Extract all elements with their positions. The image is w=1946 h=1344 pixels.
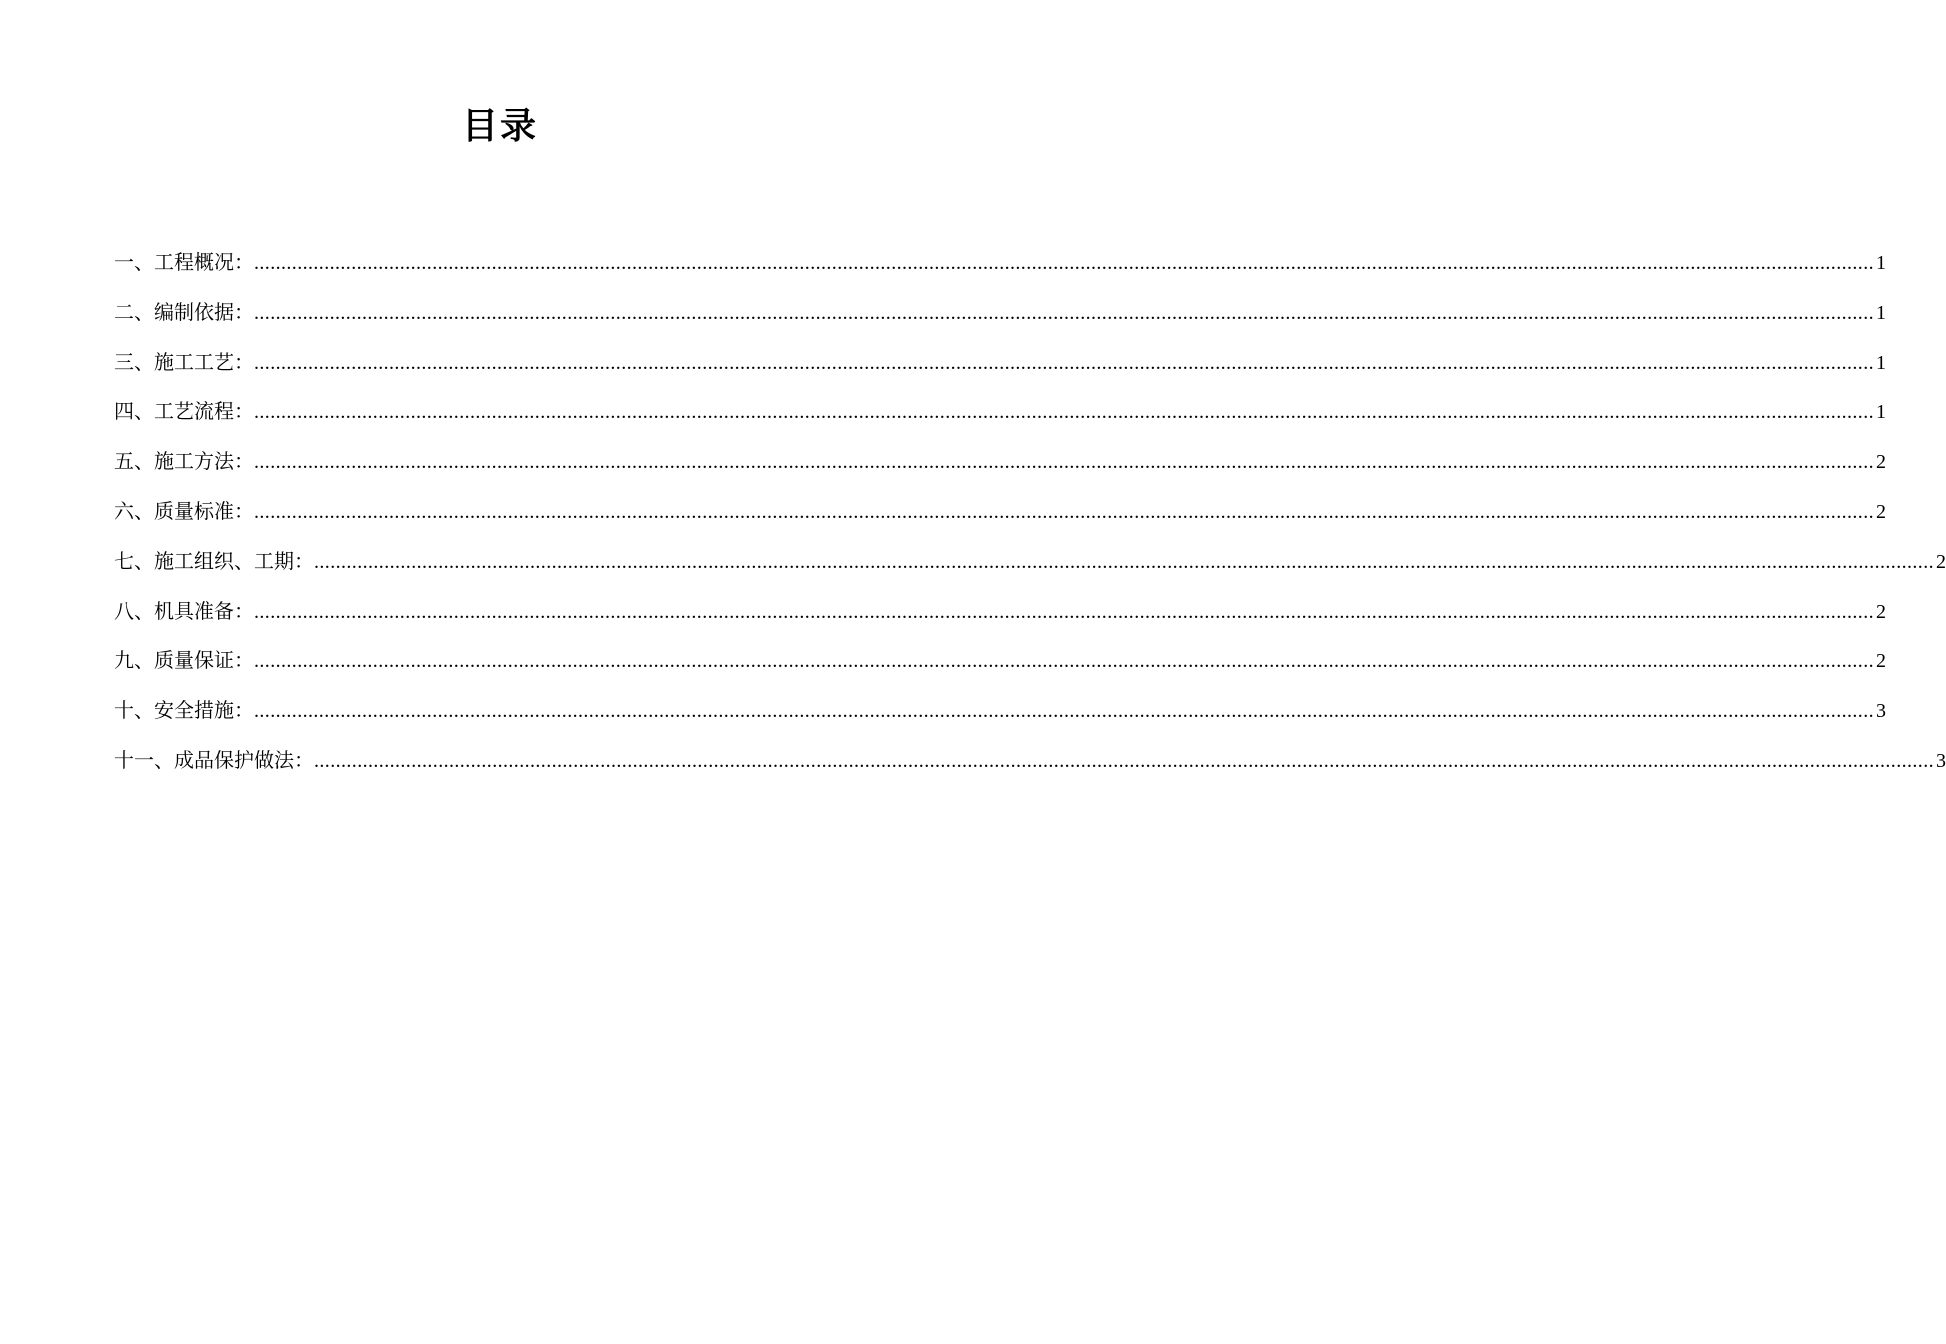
toc-dot-leader: ............................................................................................................................................................................................................................................................................................................	[254, 451, 1874, 474]
toc-entry-page: 2	[1936, 550, 1946, 573]
toc-entry-page: 2	[1876, 500, 1886, 523]
toc-entry-page: 1	[1876, 301, 1886, 324]
toc-entry-page: 2	[1876, 451, 1886, 474]
toc-entry-page: 2	[1876, 600, 1886, 623]
toc-entry-page: 3	[1936, 749, 1946, 772]
toc-dot-leader: ............................................................................................................................................................................................................................................................................................................	[254, 700, 1874, 723]
toc-entry-label: 七、施工组织、工期：	[114, 548, 314, 573]
toc-dot-leader: ............................................................................................................................................................................................................................................................................................................	[254, 500, 1874, 523]
toc-dot-leader: ............................................................................................................................................................................................................................................................................................................	[314, 550, 1934, 573]
toc-entry-label: 四、工艺流程：	[114, 399, 254, 424]
toc-entry-label: 二、编制依据：	[114, 299, 254, 324]
toc-entry-page: 2	[1876, 650, 1886, 673]
toc-title: 目录	[461, 105, 538, 147]
toc-entry-page: 1	[1876, 351, 1886, 374]
toc-dot-leader: ............................................................................................................................................................................................................................................................................................................	[254, 301, 1874, 324]
toc-list	[114, 238, 1946, 786]
toc-entry[interactable]	[114, 636, 1886, 686]
toc-dot-leader: ............................................................................................................................................................................................................................................................................................................	[254, 351, 1874, 374]
toc-entry[interactable]	[114, 736, 1946, 786]
toc-entry[interactable]	[114, 437, 1886, 487]
toc-entry-page: 3	[1876, 700, 1886, 723]
toc-entry-label: 八、机具准备：	[114, 598, 254, 623]
toc-entry-page: 1	[1876, 252, 1886, 274]
toc-dot-leader: ............................................................................................................................................................................................................................................................................................................	[254, 252, 1874, 274]
toc-entry[interactable]	[114, 686, 1886, 736]
toc-entry[interactable]	[114, 587, 1886, 637]
toc-entry-page: 1	[1876, 401, 1886, 424]
toc-entry[interactable]	[114, 338, 1886, 388]
toc-dot-leader: ............................................................................................................................................................................................................................................................................................................	[254, 600, 1874, 623]
toc-entry[interactable]	[114, 288, 1886, 338]
toc-entry[interactable]	[114, 537, 1946, 587]
toc-entry[interactable]	[114, 387, 1886, 437]
toc-entry[interactable]	[114, 487, 1886, 537]
toc-dot-leader: ............................................................................................................................................................................................................................................................................................................	[314, 749, 1934, 772]
toc-entry-label: 五、施工方法：	[114, 449, 254, 474]
toc-dot-leader: ............................................................................................................................................................................................................................................................................................................	[254, 401, 1874, 424]
toc-entry-label: 一、工程概况：	[114, 250, 254, 274]
toc-entry-label: 六、质量标准：	[114, 498, 254, 523]
toc-entry-label: 三、施工工艺：	[114, 349, 254, 374]
toc-entry-label: 九、质量保证：	[114, 648, 254, 673]
toc-entry[interactable]	[114, 238, 1886, 288]
toc-entry-label: 十、安全措施：	[114, 698, 254, 723]
toc-dot-leader: ............................................................................................................................................................................................................................................................................................................	[254, 650, 1874, 673]
toc-entry-label: 十一、成品保护做法：	[114, 747, 314, 772]
